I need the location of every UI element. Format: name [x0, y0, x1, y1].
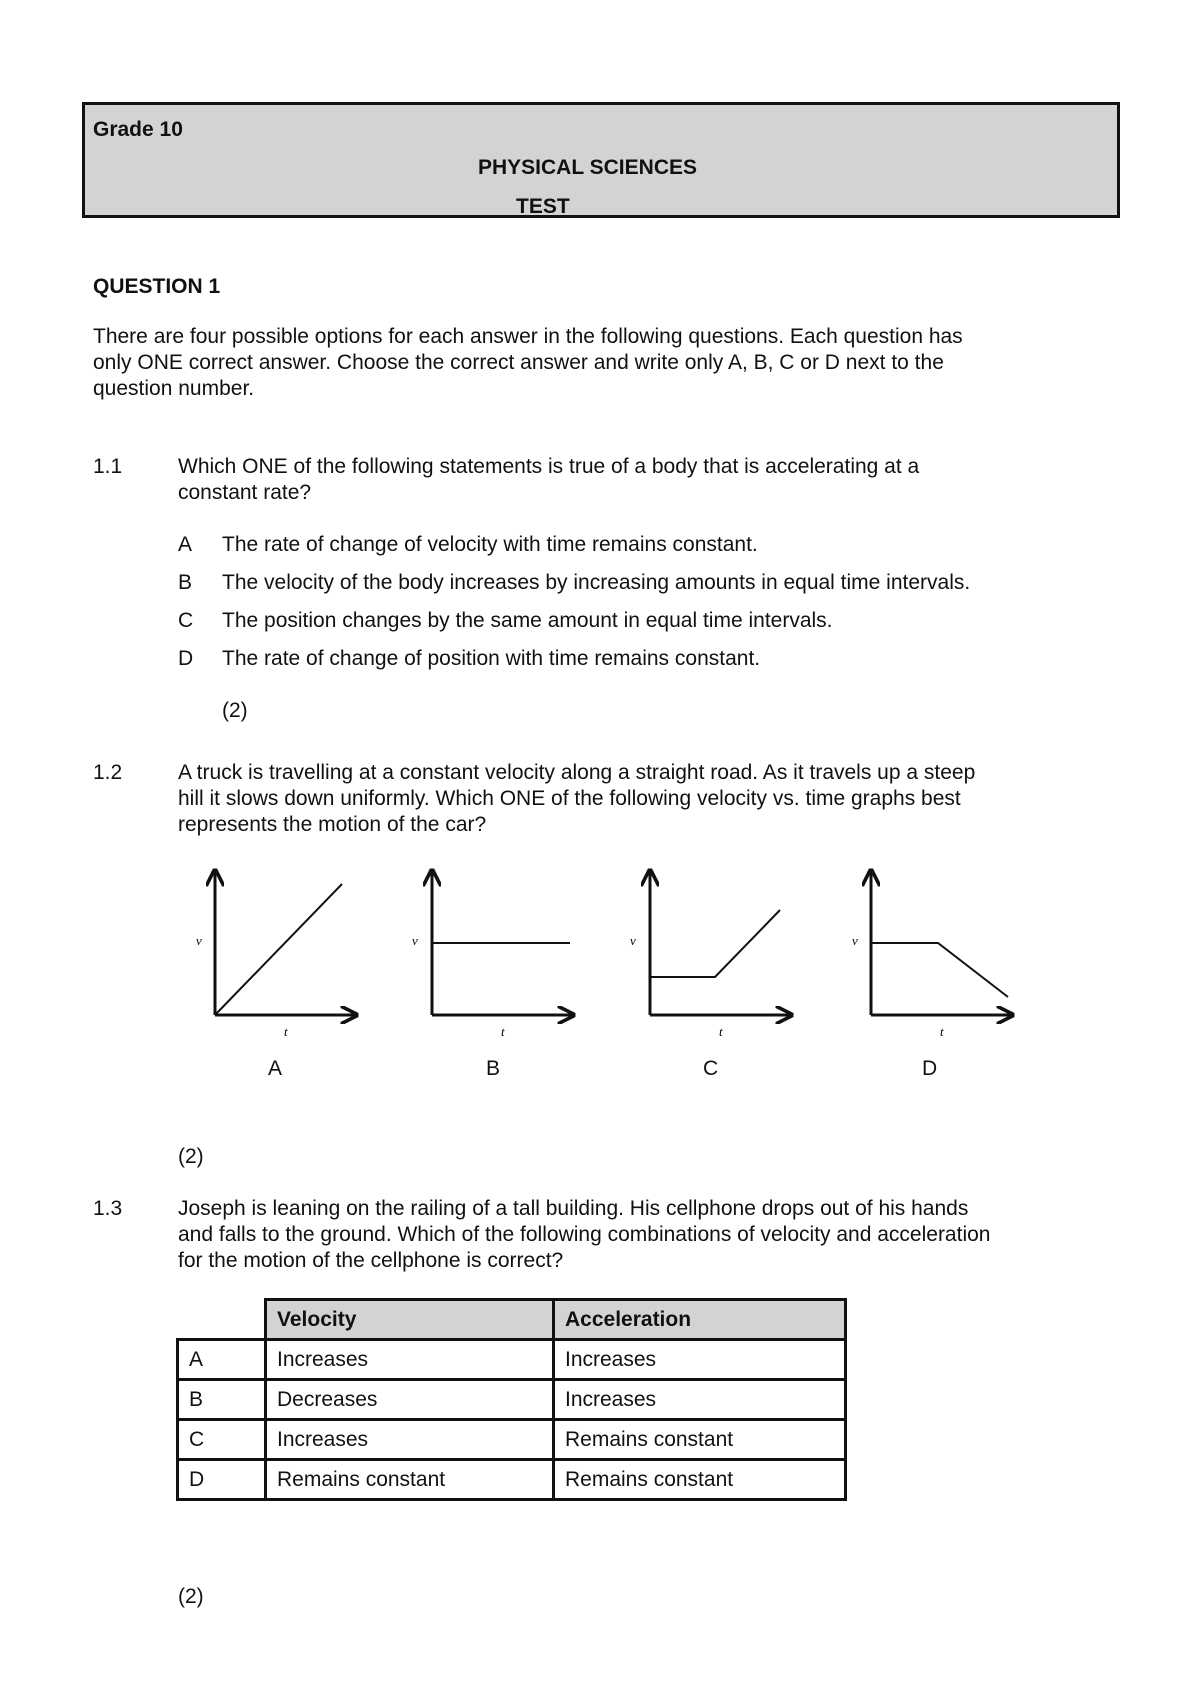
option-text: The velocity of the body increases by increasing amounts in equal time intervals.	[222, 571, 971, 594]
table-cell: A	[178, 1340, 266, 1380]
x-axis-label: t	[284, 1024, 288, 1039]
instruction-line: only ONE correct answer. Choose the correct answer and write only A, B, C or D next to the	[93, 351, 944, 374]
question-stem: Which ONE of the following statements is true of a body that is accelerating at a	[178, 455, 920, 478]
table-header-row	[178, 1300, 846, 1340]
table-cell: Increases	[266, 1420, 554, 1460]
y-axis-label: v	[852, 933, 858, 948]
option-letter: C	[178, 609, 194, 632]
table-header-cell: Acceleration	[554, 1300, 846, 1340]
graph-label-b: B	[486, 1057, 501, 1080]
question-stem: hill it slows down uniformly. Which ONE of the following velocity vs. time graphs best	[178, 787, 961, 810]
table-cell: Increases	[554, 1380, 846, 1420]
option-letter: A	[178, 533, 193, 556]
marks: (2)	[178, 1145, 204, 1168]
velocity-line	[871, 943, 1008, 997]
y-axis-label: v	[196, 933, 202, 948]
velocity-line	[215, 884, 342, 1015]
option-text: The rate of change of position with time remains constant.	[222, 647, 761, 670]
option-letter: D	[178, 647, 194, 670]
table-cell: Remains constant	[554, 1420, 846, 1460]
question-stem: represents the motion of the car?	[178, 813, 487, 836]
question-stem: constant rate?	[178, 481, 312, 504]
table-row	[178, 1340, 846, 1380]
option-letter: B	[178, 571, 193, 594]
subject-title: PHYSICAL SCIENCES	[478, 156, 697, 179]
question-stem: Joseph is leaning on the railing of a tall building. His cellphone drops out of his hands	[178, 1197, 969, 1220]
table-row	[178, 1380, 846, 1420]
marks: (2)	[222, 699, 248, 722]
table-cell: Remains constant	[266, 1460, 554, 1500]
instruction-line: There are four possible options for each answer in the following questions. Each question has	[93, 325, 963, 348]
question-stem: A truck is travelling at a constant velocity along a straight road. As it travels up a steep	[178, 761, 976, 784]
option-text: The rate of change of velocity with time remains constant.	[222, 533, 758, 556]
graph-d	[852, 872, 1011, 1039]
table-row	[178, 1420, 846, 1460]
question-number: 1.3	[93, 1197, 123, 1220]
table-header-cell	[178, 1300, 266, 1340]
grade-label: Grade 10	[93, 118, 183, 141]
question-stem: and falls to the ground. Which of the following combinations of velocity and acceleration	[178, 1223, 991, 1246]
graph-c	[630, 872, 790, 1039]
x-axis-label: t	[940, 1024, 944, 1039]
velocity-line	[650, 910, 780, 977]
table-cell: B	[178, 1380, 266, 1420]
y-axis-label: v	[630, 933, 636, 948]
table-cell: Remains constant	[554, 1460, 846, 1500]
question-heading: QUESTION 1	[93, 275, 221, 298]
graph-a	[196, 872, 355, 1039]
graph-label-d: D	[922, 1057, 938, 1080]
question-number: 1.2	[93, 761, 123, 784]
y-axis-label: v	[412, 933, 418, 948]
table-cell: Increases	[554, 1340, 846, 1380]
graph-label-c: C	[703, 1057, 719, 1080]
instruction-line: question number.	[93, 377, 255, 400]
table-row	[178, 1460, 846, 1500]
option-text: The position changes by the same amount in equal time intervals.	[222, 609, 833, 632]
graph-b	[412, 872, 572, 1039]
table-cell: Increases	[266, 1340, 554, 1380]
x-axis-label: t	[719, 1024, 723, 1039]
marks: (2)	[178, 1585, 204, 1608]
test-title: TEST	[516, 195, 570, 218]
x-axis-label: t	[501, 1024, 505, 1039]
graph-label-a: A	[268, 1057, 283, 1080]
question-stem: for the motion of the cellphone is correct?	[178, 1249, 564, 1272]
table-header-cell: Velocity	[266, 1300, 554, 1340]
question-number: 1.1	[93, 455, 123, 478]
table-cell: D	[178, 1460, 266, 1500]
table-cell: Decreases	[266, 1380, 554, 1420]
table-cell: C	[178, 1420, 266, 1460]
velocity-acceleration-table	[176, 1298, 847, 1501]
